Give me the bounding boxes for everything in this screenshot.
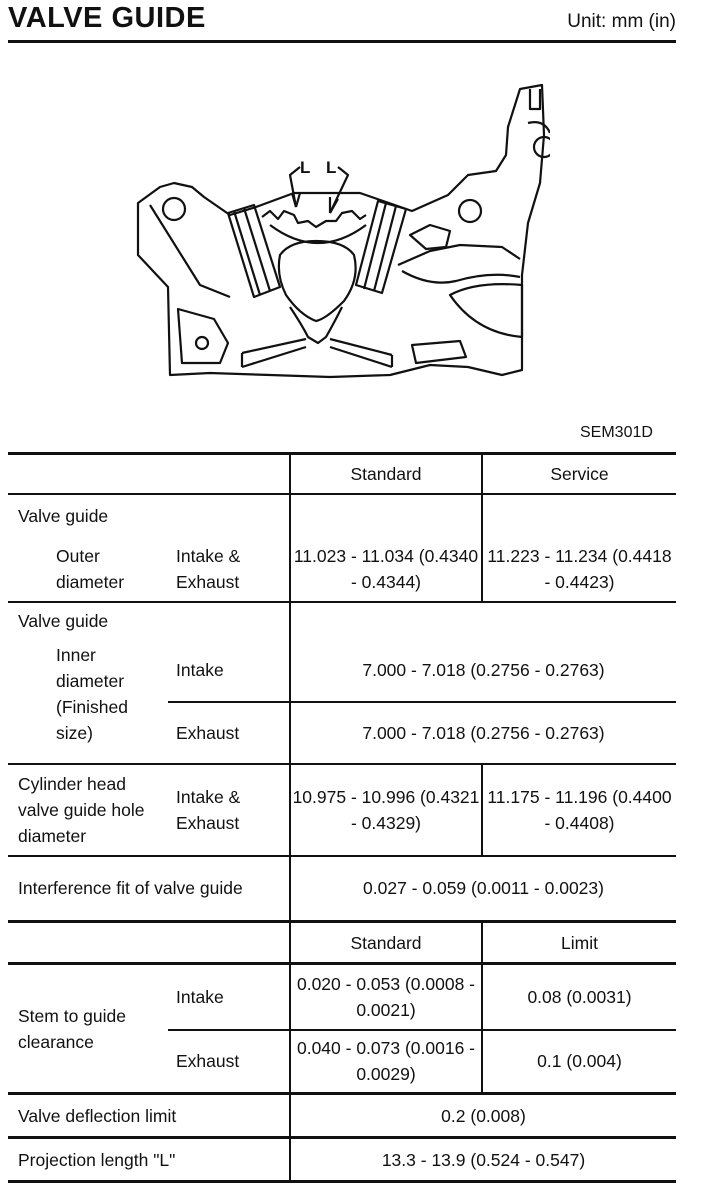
hole-service: 11.175 - 11.196 (0.4400 - 0.4408) — [482, 764, 676, 856]
table-subheader-row — [8, 922, 676, 964]
hole-type: Intake & Exhaust — [168, 764, 290, 856]
table-row — [8, 764, 676, 856]
table-row — [8, 640, 676, 702]
col-service: Service — [482, 454, 676, 494]
hole-standard: 10.975 - 10.996 (0.4321 - 0.4329) — [290, 764, 482, 856]
valve-guide-spec-table — [8, 452, 676, 1183]
deflection-name: Valve deflection limit — [8, 1094, 290, 1138]
valve-guide-diagram — [130, 75, 550, 390]
col-standard: Standard — [290, 454, 482, 494]
interference-name: Interference fit of valve guide — [8, 856, 290, 922]
clearance-exhaust-label: Exhaust — [168, 1030, 290, 1094]
hole-name: Cylinder head valve guide hole diameter — [8, 764, 168, 856]
inner-intake-value: 7.000 - 7.018 (0.2756 - 0.2763) — [290, 640, 676, 702]
deflection-value: 0.2 (0.008) — [290, 1094, 676, 1138]
table-row — [8, 538, 676, 602]
table-header-row — [8, 454, 676, 494]
projection-name: Projection length "L" — [8, 1138, 290, 1182]
page-title: VALVE GUIDE — [8, 2, 206, 34]
page-header — [8, 0, 676, 43]
interference-value: 0.027 - 0.059 (0.0011 - 0.0023) — [290, 856, 676, 922]
outer-standard: 11.023 - 11.034 (0.4340 - 0.4344) — [290, 538, 482, 602]
outer-type: Intake & Exhaust — [176, 546, 241, 592]
outer-name: Outer diameter — [56, 546, 125, 592]
clearance-exhaust-limit: 0.1 (0.004) — [482, 1030, 676, 1094]
dimension-l-left: L — [300, 158, 311, 177]
dimension-l-right: L — [326, 158, 337, 177]
inner-intake-label: Intake — [176, 660, 224, 680]
table-row — [8, 964, 676, 1030]
clearance-name: Stem to guide clearance — [8, 964, 168, 1094]
inner-name: Inner diameter (Finished size) — [56, 644, 128, 743]
clearance-intake-limit: 0.08 (0.0031) — [482, 964, 676, 1030]
inner-exhaust-value: 7.000 - 7.018 (0.2756 - 0.2763) — [290, 702, 676, 764]
unit-label: Unit: mm (in) — [567, 11, 676, 32]
inner-group-label: Valve guide — [8, 602, 290, 640]
table-row — [8, 856, 676, 922]
outer-group-label: Valve guide — [8, 494, 290, 538]
table-row — [8, 1138, 676, 1182]
clearance-intake-standard: 0.020 - 0.053 (0.0008 - 0.0021) — [290, 964, 482, 1030]
figure-code: SEM301D — [580, 424, 653, 441]
projection-value: 13.3 - 13.9 (0.524 - 0.547) — [290, 1138, 676, 1182]
inner-exhaust-label: Exhaust — [168, 702, 290, 764]
col-limit: Limit — [482, 922, 676, 964]
col-standard-2: Standard — [290, 922, 482, 964]
table-row — [8, 494, 676, 538]
clearance-intake-label: Intake — [168, 964, 290, 1030]
outer-service: 11.223 - 11.234 (0.4418 - 0.4423) — [482, 538, 676, 602]
table-row — [8, 1094, 676, 1138]
clearance-exhaust-standard: 0.040 - 0.073 (0.0016 - 0.0029) — [290, 1030, 482, 1094]
table-row — [8, 602, 676, 640]
